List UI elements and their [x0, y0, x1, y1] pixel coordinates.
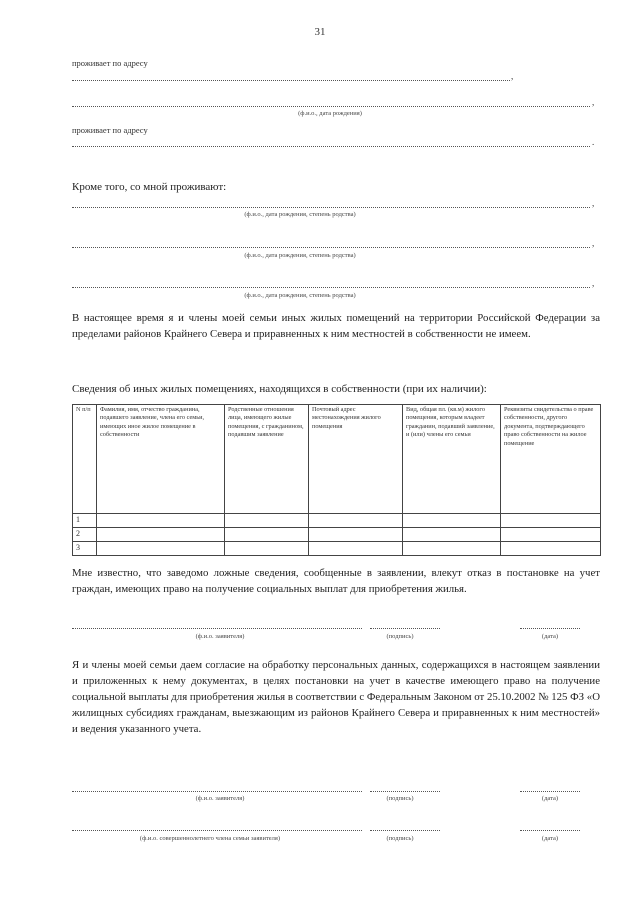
table-cell[interactable]: [97, 542, 225, 556]
table-cell[interactable]: [309, 514, 403, 528]
date-line-1[interactable]: [520, 628, 580, 629]
address-line-2-tail: .: [592, 137, 595, 147]
signature-caption-3: (подпись): [386, 835, 414, 842]
table-row: [73, 514, 601, 528]
consent-statement: Я и члены моей семьи даем согласие на обработку персональных данных, содержащихся в настоящем заявлении и приложенных к нему документах, в целях постановки на учет в качестве имеющего право на получение социальной выплаты для приобретения жилья в соответствии с Федеральным Законом от 25.10.2002 № 125 ФЗ «О жилищных субсидиях гражданам, выезжающим из районов Крайнего Севера и приравненных к ним местностей» и ведения указанного учета.: [72, 659, 600, 735]
family-caption-3: (ф.и.о., дата рождения, степень родства): [244, 292, 356, 299]
table-cell[interactable]: [501, 528, 601, 542]
table-cell[interactable]: [501, 542, 601, 556]
family-member-fio-line[interactable]: [72, 830, 362, 831]
awareness-statement: Мне известно, что заведомо ложные сведения, сообщенные в заявлении, влекут отказ в постановке на учет граждан, имеющих право на получение социальных выплат для приобретения жилья.: [72, 567, 600, 595]
page-number: 31: [314, 26, 326, 38]
table-cell[interactable]: [403, 528, 501, 542]
family-line-1-tail: ,: [592, 198, 595, 208]
signature-line-3[interactable]: [370, 830, 440, 831]
family-caption-2: (ф.и.о., дата рождения, степень родства): [244, 252, 356, 259]
also-living-heading: Кроме того, со мной проживают:: [72, 181, 227, 193]
table-row: [73, 528, 601, 542]
signature-caption-1: (подпись): [386, 633, 414, 640]
row-number: 3: [73, 542, 97, 556]
table-cell[interactable]: [309, 542, 403, 556]
applicant-fio-caption-2: (ф.и.о. заявителя): [195, 795, 245, 802]
table-cell[interactable]: [225, 542, 309, 556]
address-line-2[interactable]: [72, 146, 590, 147]
table-row: [73, 542, 601, 556]
fio-line-1-tail: ,: [592, 97, 595, 107]
table-cell[interactable]: [97, 528, 225, 542]
family-caption-1: (ф.и.о., дата рождения, степень родства): [244, 211, 356, 218]
col-header-area: Вид, общая пл. (кв.м) жилого помещения, которым владеет гражданин, подавший заявление, и (или) члены его семьи: [403, 405, 501, 514]
applicant-fio-line-2[interactable]: [72, 791, 362, 792]
col-header-number: N п/п: [73, 405, 97, 514]
family-line-1[interactable]: [72, 207, 590, 208]
family-line-3-tail: ,: [592, 278, 595, 288]
applicant-fio-line-1[interactable]: [72, 628, 362, 629]
residence-label-1: проживает по адресу: [72, 58, 148, 68]
col-header-relation: Родственные отношения лица, имеющего жилые помещения, с гражданином, подавшим заявление: [225, 405, 309, 514]
row-number: 1: [73, 514, 97, 528]
table-cell[interactable]: [403, 542, 501, 556]
date-line-3[interactable]: [520, 830, 580, 831]
family-line-3[interactable]: [72, 287, 590, 288]
col-header-document: Реквизиты свидетельства о праве собственности, другого документа, подтверждающего право собственности на жилое помещение: [501, 405, 601, 514]
family-member-fio-caption: (ф.и.о. совершеннолетнего члена семьи заявителя): [139, 835, 281, 842]
table-heading: Сведения об иных жилых помещениях, находящихся в собственности (при их наличии):: [72, 383, 487, 395]
property-table: [72, 404, 601, 556]
signature-line-2[interactable]: [370, 791, 440, 792]
date-caption-3: (дата): [541, 835, 559, 842]
col-header-fio: Фамилия, имя, отчество гражданина, подавшего заявление, члена его семьи, имеющих иное жилое помещение в собственности: [97, 405, 225, 514]
table-cell[interactable]: [501, 514, 601, 528]
col-header-address: Почтовый адрес местонахождения жилого помещения: [309, 405, 403, 514]
address-line-1-tail: ,: [511, 71, 514, 81]
table-cell[interactable]: [309, 528, 403, 542]
no-housing-statement: В настоящее время я и члены моей семьи иных жилых помещений на территории Российской Федерации за пределами районов Крайнего Севера и приравненных к ним местностей в собственности не имеем.: [72, 312, 600, 340]
signature-line-1[interactable]: [370, 628, 440, 629]
date-caption-2: (дата): [541, 795, 559, 802]
fio-caption-1: (ф.и.о., дата рождения): [298, 110, 362, 117]
family-line-2-tail: ,: [592, 238, 595, 248]
family-line-2[interactable]: [72, 247, 590, 248]
table-cell[interactable]: [403, 514, 501, 528]
residence-label-2: проживает по адресу: [72, 125, 148, 135]
table-cell[interactable]: [225, 514, 309, 528]
signature-caption-2: (подпись): [386, 795, 414, 802]
table-cell[interactable]: [97, 514, 225, 528]
table-cell[interactable]: [225, 528, 309, 542]
table-header-row: [73, 405, 601, 514]
fio-line-1[interactable]: [72, 106, 590, 107]
applicant-fio-caption-1: (ф.и.о. заявителя): [195, 633, 245, 640]
date-line-2[interactable]: [520, 791, 580, 792]
date-caption-1: (дата): [541, 633, 559, 640]
address-line-1[interactable]: [72, 80, 510, 81]
row-number: 2: [73, 528, 97, 542]
